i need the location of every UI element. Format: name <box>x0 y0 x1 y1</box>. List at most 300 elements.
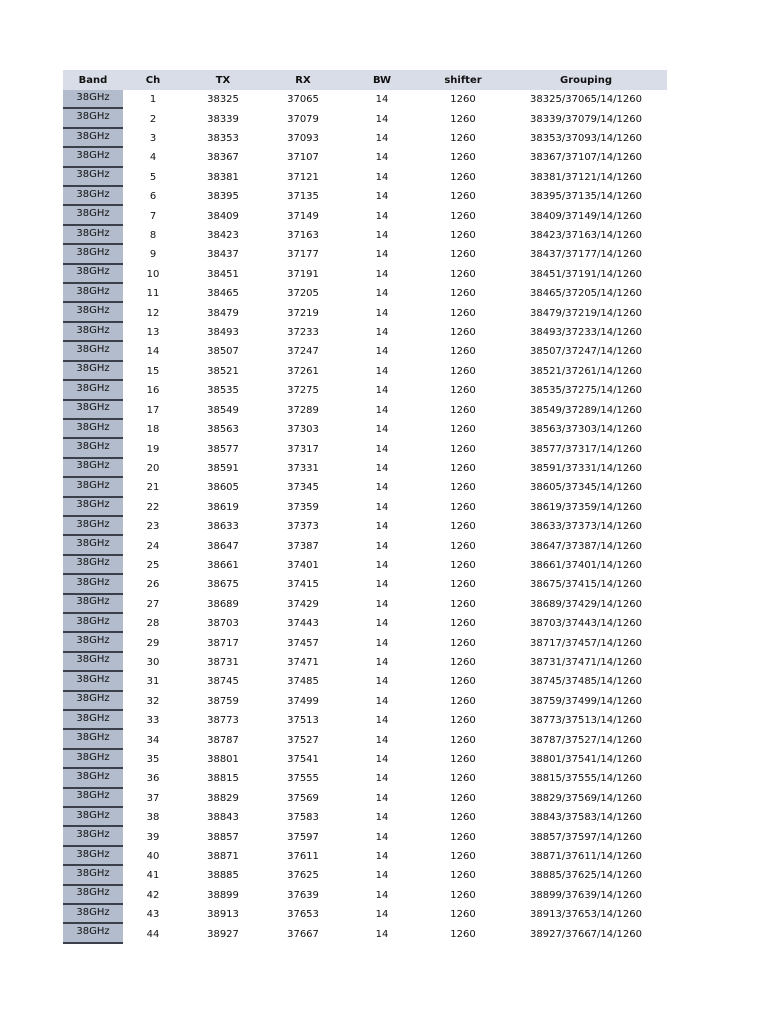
band-cell: 38GHz <box>63 633 123 652</box>
table-row <box>63 129 667 148</box>
ch-cell: 7 <box>149 210 157 222</box>
shifter-cell: 1260 <box>450 501 476 513</box>
band-cell: 38GHz <box>63 439 123 458</box>
table-row <box>63 905 667 924</box>
grouping-cell: 38703/37443/14/1260 <box>530 618 642 630</box>
table-row <box>63 168 667 187</box>
table-row <box>63 711 667 730</box>
shifter-cell: 1260 <box>450 812 476 824</box>
shifter-cell: 1260 <box>450 462 476 474</box>
band-cell: 38GHz <box>63 672 123 691</box>
ch-cell: 36 <box>146 773 160 785</box>
bw-cell: 14 <box>375 831 389 843</box>
band-cell: 38GHz <box>63 109 123 128</box>
band-cell: 38GHz <box>63 187 123 206</box>
ch-cell: 40 <box>146 851 160 863</box>
rx-cell: 37485 <box>287 676 319 688</box>
bw-cell: 14 <box>375 870 389 882</box>
tx-cell: 38437 <box>207 249 239 261</box>
shifter-cell: 1260 <box>450 598 476 610</box>
rx-cell: 37205 <box>287 288 319 300</box>
ch-cell: 44 <box>146 928 160 940</box>
shifter-cell: 1260 <box>450 928 476 940</box>
bw-cell: 14 <box>375 443 389 455</box>
tx-cell: 38927 <box>207 928 239 940</box>
band-cell: 38GHz <box>63 168 123 187</box>
shifter-cell: 1260 <box>450 171 476 183</box>
bw-cell: 14 <box>375 171 389 183</box>
bw-cell: 14 <box>375 268 389 280</box>
shifter-cell: 1260 <box>450 579 476 591</box>
header-bw: BW <box>372 74 392 86</box>
rx-cell: 37359 <box>287 501 319 513</box>
grouping-cell: 38577/37317/14/1260 <box>530 443 642 455</box>
tx-cell: 38367 <box>207 152 239 164</box>
table-row <box>63 924 667 943</box>
shifter-cell: 1260 <box>450 346 476 358</box>
grouping-cell: 38507/37247/14/1260 <box>530 346 642 358</box>
table-header <box>63 70 667 90</box>
table-row <box>63 633 667 652</box>
bw-cell: 14 <box>375 191 389 203</box>
grouping-cell: 38605/37345/14/1260 <box>530 482 642 494</box>
band-cell: 38GHz <box>63 401 123 420</box>
rx-cell: 37667 <box>287 928 319 940</box>
grouping-cell: 38493/37233/14/1260 <box>530 327 642 339</box>
ch-cell: 25 <box>146 559 160 571</box>
tx-cell: 38913 <box>207 909 239 921</box>
ch-cell: 35 <box>146 754 160 766</box>
grouping-cell: 38339/37079/14/1260 <box>530 113 642 125</box>
grouping-cell: 38759/37499/14/1260 <box>530 695 642 707</box>
rx-cell: 37065 <box>287 94 319 106</box>
shifter-cell: 1260 <box>450 385 476 397</box>
grouping-cell: 38675/37415/14/1260 <box>530 579 642 591</box>
tx-cell: 38395 <box>207 191 239 203</box>
band-cell: 38GHz <box>63 711 123 730</box>
bw-cell: 14 <box>375 695 389 707</box>
rx-cell: 37107 <box>287 152 319 164</box>
shifter-cell: 1260 <box>450 327 476 339</box>
rx-cell: 37317 <box>287 443 319 455</box>
tx-cell: 38815 <box>207 773 239 785</box>
grouping-cell: 38591/37331/14/1260 <box>530 462 642 474</box>
grouping-cell: 38857/37597/14/1260 <box>530 831 642 843</box>
tx-cell: 38381 <box>207 171 239 183</box>
table-row <box>63 265 667 284</box>
tx-cell: 38339 <box>207 113 239 125</box>
table-row <box>63 827 667 846</box>
grouping-cell: 38465/37205/14/1260 <box>530 288 642 300</box>
table-row <box>63 517 667 536</box>
band-cell: 38GHz <box>63 730 123 749</box>
tx-cell: 38619 <box>207 501 239 513</box>
bw-cell: 14 <box>375 521 389 533</box>
grouping-cell: 38815/37555/14/1260 <box>530 773 642 785</box>
band-cell: 38GHz <box>63 595 123 614</box>
rx-cell: 37135 <box>287 191 319 203</box>
grouping-cell: 38717/37457/14/1260 <box>530 637 642 649</box>
rx-cell: 37653 <box>287 909 319 921</box>
table-row <box>63 109 667 128</box>
grouping-cell: 38885/37625/14/1260 <box>530 870 642 882</box>
rx-cell: 37555 <box>287 773 319 785</box>
table-row <box>63 206 667 225</box>
ch-cell: 24 <box>146 540 160 552</box>
tx-cell: 38689 <box>207 598 239 610</box>
band-cell: 38GHz <box>63 556 123 575</box>
shifter-cell: 1260 <box>450 754 476 766</box>
band-cell: 38GHz <box>63 536 123 555</box>
grouping-cell: 38843/37583/14/1260 <box>530 812 642 824</box>
ch-cell: 39 <box>146 831 160 843</box>
ch-cell: 28 <box>146 618 160 630</box>
bw-cell: 14 <box>375 618 389 630</box>
shifter-cell: 1260 <box>450 268 476 280</box>
bw-cell: 14 <box>375 462 389 474</box>
bw-cell: 14 <box>375 715 389 727</box>
ch-cell: 12 <box>146 307 160 319</box>
bw-cell: 14 <box>375 404 389 416</box>
ch-cell: 41 <box>146 870 160 882</box>
ch-cell: 9 <box>149 249 157 261</box>
shifter-cell: 1260 <box>450 288 476 300</box>
table-row <box>63 653 667 672</box>
rx-cell: 37513 <box>287 715 319 727</box>
rx-cell: 37625 <box>287 870 319 882</box>
band-cell: 38GHz <box>63 575 123 594</box>
grouping-cell: 38563/37303/14/1260 <box>530 424 642 436</box>
tx-cell: 38745 <box>207 676 239 688</box>
bw-cell: 14 <box>375 928 389 940</box>
rx-cell: 37303 <box>287 424 319 436</box>
rx-cell: 37289 <box>287 404 319 416</box>
table-row <box>63 245 667 264</box>
table-row <box>63 730 667 749</box>
band-cell: 38GHz <box>63 789 123 808</box>
rx-cell: 37177 <box>287 249 319 261</box>
bw-cell: 14 <box>375 889 389 901</box>
bw-cell: 14 <box>375 133 389 145</box>
ch-cell: 23 <box>146 521 160 533</box>
shifter-cell: 1260 <box>450 521 476 533</box>
shifter-cell: 1260 <box>450 424 476 436</box>
grouping-cell: 38451/37191/14/1260 <box>530 268 642 280</box>
ch-cell: 33 <box>146 715 160 727</box>
ch-cell: 32 <box>146 695 160 707</box>
rx-cell: 37541 <box>287 754 319 766</box>
bw-cell: 14 <box>375 249 389 261</box>
shifter-cell: 1260 <box>450 676 476 688</box>
band-cell: 38GHz <box>63 362 123 381</box>
shifter-cell: 1260 <box>450 94 476 106</box>
header-tx: TX <box>215 74 231 86</box>
band-cell: 38GHz <box>63 420 123 439</box>
tx-cell: 38507 <box>207 346 239 358</box>
header-ch: Ch <box>145 74 161 86</box>
rx-cell: 37569 <box>287 792 319 804</box>
ch-cell: 3 <box>149 133 157 145</box>
bw-cell: 14 <box>375 482 389 494</box>
shifter-cell: 1260 <box>450 715 476 727</box>
bw-cell: 14 <box>375 230 389 242</box>
bw-cell: 14 <box>375 288 389 300</box>
ch-cell: 11 <box>146 288 160 300</box>
tx-cell: 38829 <box>207 792 239 804</box>
bw-cell: 14 <box>375 152 389 164</box>
shifter-cell: 1260 <box>450 773 476 785</box>
tx-cell: 38451 <box>207 268 239 280</box>
shifter-cell: 1260 <box>450 365 476 377</box>
tx-cell: 38871 <box>207 851 239 863</box>
shifter-cell: 1260 <box>450 618 476 630</box>
bw-cell: 14 <box>375 734 389 746</box>
ch-cell: 29 <box>146 637 160 649</box>
band-cell: 38GHz <box>63 808 123 827</box>
table-row <box>63 886 667 905</box>
shifter-cell: 1260 <box>450 443 476 455</box>
ch-cell: 14 <box>146 346 160 358</box>
tx-cell: 38353 <box>207 133 239 145</box>
band-cell: 38GHz <box>63 498 123 517</box>
grouping-cell: 38325/37065/14/1260 <box>530 94 642 106</box>
shifter-cell: 1260 <box>450 734 476 746</box>
band-cell: 38GHz <box>63 769 123 788</box>
band-cell: 38GHz <box>63 303 123 322</box>
table-row <box>63 692 667 711</box>
ch-cell: 26 <box>146 579 160 591</box>
ch-cell: 1 <box>149 94 157 106</box>
band-cell: 38GHz <box>63 265 123 284</box>
band-cell: 38GHz <box>63 517 123 536</box>
table-row <box>63 536 667 555</box>
bw-cell: 14 <box>375 637 389 649</box>
tx-cell: 38493 <box>207 327 239 339</box>
tx-cell: 38423 <box>207 230 239 242</box>
rx-cell: 37429 <box>287 598 319 610</box>
band-cell: 38GHz <box>63 342 123 361</box>
shifter-cell: 1260 <box>450 230 476 242</box>
grouping-cell: 38535/37275/14/1260 <box>530 385 642 397</box>
tx-cell: 38787 <box>207 734 239 746</box>
header-grouping: Grouping <box>560 74 612 86</box>
ch-cell: 18 <box>146 424 160 436</box>
rx-cell: 37247 <box>287 346 319 358</box>
bw-cell: 14 <box>375 656 389 668</box>
table-row <box>63 498 667 517</box>
band-cell: 38GHz <box>63 284 123 303</box>
rx-cell: 37093 <box>287 133 319 145</box>
band-cell: 38GHz <box>63 478 123 497</box>
rx-cell: 37233 <box>287 327 319 339</box>
shifter-cell: 1260 <box>450 249 476 261</box>
ch-cell: 22 <box>146 501 160 513</box>
ch-cell: 5 <box>149 171 157 183</box>
table-row <box>63 478 667 497</box>
grouping-cell: 38745/37485/14/1260 <box>530 676 642 688</box>
grouping-cell: 38423/37163/14/1260 <box>530 230 642 242</box>
tx-cell: 38843 <box>207 812 239 824</box>
shifter-cell: 1260 <box>450 831 476 843</box>
shifter-cell: 1260 <box>450 559 476 571</box>
band-cell: 38GHz <box>63 827 123 846</box>
tx-cell: 38899 <box>207 889 239 901</box>
grouping-cell: 38437/37177/14/1260 <box>530 249 642 261</box>
grouping-cell: 38633/37373/14/1260 <box>530 521 642 533</box>
tx-cell: 38465 <box>207 288 239 300</box>
table-row <box>63 866 667 885</box>
table-row <box>63 323 667 342</box>
band-cell: 38GHz <box>63 614 123 633</box>
ch-cell: 19 <box>146 443 160 455</box>
rx-cell: 37415 <box>287 579 319 591</box>
band-cell: 38GHz <box>63 226 123 245</box>
grouping-cell: 38773/37513/14/1260 <box>530 715 642 727</box>
grouping-cell: 38549/37289/14/1260 <box>530 404 642 416</box>
shifter-cell: 1260 <box>450 113 476 125</box>
rx-cell: 37457 <box>287 637 319 649</box>
rx-cell: 37149 <box>287 210 319 222</box>
bw-cell: 14 <box>375 909 389 921</box>
rx-cell: 37261 <box>287 365 319 377</box>
tx-cell: 38661 <box>207 559 239 571</box>
grouping-cell: 38871/37611/14/1260 <box>530 851 642 863</box>
grouping-cell: 38899/37639/14/1260 <box>530 889 642 901</box>
table-row <box>63 439 667 458</box>
table-row <box>63 575 667 594</box>
ch-cell: 4 <box>149 152 157 164</box>
bw-cell: 14 <box>375 113 389 125</box>
shifter-cell: 1260 <box>450 695 476 707</box>
ch-cell: 43 <box>146 909 160 921</box>
grouping-cell: 38801/37541/14/1260 <box>530 754 642 766</box>
table-row <box>63 401 667 420</box>
rx-cell: 37331 <box>287 462 319 474</box>
shifter-cell: 1260 <box>450 482 476 494</box>
tx-cell: 38577 <box>207 443 239 455</box>
band-cell: 38GHz <box>63 245 123 264</box>
bw-cell: 14 <box>375 424 389 436</box>
grouping-cell: 38647/37387/14/1260 <box>530 540 642 552</box>
grouping-cell: 38913/37653/14/1260 <box>530 909 642 921</box>
rx-cell: 37275 <box>287 385 319 397</box>
rx-cell: 37527 <box>287 734 319 746</box>
shifter-cell: 1260 <box>450 191 476 203</box>
rx-cell: 37373 <box>287 521 319 533</box>
shifter-cell: 1260 <box>450 792 476 804</box>
bw-cell: 14 <box>375 385 389 397</box>
table-row <box>63 847 667 866</box>
tx-cell: 38563 <box>207 424 239 436</box>
ch-cell: 13 <box>146 327 160 339</box>
shifter-cell: 1260 <box>450 133 476 145</box>
table-row <box>63 789 667 808</box>
header-band: Band <box>78 74 108 86</box>
table-row <box>63 381 667 400</box>
shifter-cell: 1260 <box>450 540 476 552</box>
table-row <box>63 148 667 167</box>
grouping-cell: 38787/37527/14/1260 <box>530 734 642 746</box>
bw-cell: 14 <box>375 327 389 339</box>
table-row <box>63 420 667 439</box>
bw-cell: 14 <box>375 579 389 591</box>
rx-cell: 37401 <box>287 559 319 571</box>
shifter-cell: 1260 <box>450 889 476 901</box>
ch-cell: 6 <box>149 191 157 203</box>
rx-cell: 37471 <box>287 656 319 668</box>
tx-cell: 38885 <box>207 870 239 882</box>
tx-cell: 38521 <box>207 365 239 377</box>
band-cell: 38GHz <box>63 653 123 672</box>
ch-cell: 2 <box>149 113 157 125</box>
band-cell: 38GHz <box>63 206 123 225</box>
ch-cell: 27 <box>146 598 160 610</box>
table-row <box>63 187 667 206</box>
tx-cell: 38409 <box>207 210 239 222</box>
grouping-cell: 38927/37667/14/1260 <box>530 928 642 940</box>
rx-cell: 37583 <box>287 812 319 824</box>
bw-cell: 14 <box>375 812 389 824</box>
ch-cell: 8 <box>149 230 157 242</box>
ch-cell: 15 <box>146 365 160 377</box>
ch-cell: 42 <box>146 889 160 901</box>
shifter-cell: 1260 <box>450 404 476 416</box>
band-cell: 38GHz <box>63 847 123 866</box>
table-row <box>63 672 667 691</box>
ch-cell: 30 <box>146 656 160 668</box>
tx-cell: 38605 <box>207 482 239 494</box>
table-row <box>63 808 667 827</box>
grouping-cell: 38619/37359/14/1260 <box>530 501 642 513</box>
table-row <box>63 284 667 303</box>
header-rx: RX <box>295 74 311 86</box>
ch-cell: 34 <box>146 734 160 746</box>
shifter-cell: 1260 <box>450 656 476 668</box>
bw-cell: 14 <box>375 773 389 785</box>
grouping-cell: 38395/37135/14/1260 <box>530 191 642 203</box>
rx-cell: 37079 <box>287 113 319 125</box>
tx-cell: 38717 <box>207 637 239 649</box>
grouping-cell: 38353/37093/14/1260 <box>530 133 642 145</box>
bw-cell: 14 <box>375 676 389 688</box>
shifter-cell: 1260 <box>450 851 476 863</box>
band-cell: 38GHz <box>63 323 123 342</box>
band-cell: 38GHz <box>63 90 123 109</box>
rx-cell: 37191 <box>287 268 319 280</box>
tx-cell: 38479 <box>207 307 239 319</box>
grouping-cell: 38521/37261/14/1260 <box>530 365 642 377</box>
bw-cell: 14 <box>375 210 389 222</box>
table-row <box>63 750 667 769</box>
tx-cell: 38647 <box>207 540 239 552</box>
ch-cell: 31 <box>146 676 160 688</box>
bw-cell: 14 <box>375 307 389 319</box>
tx-cell: 38325 <box>207 94 239 106</box>
bw-cell: 14 <box>375 851 389 863</box>
bw-cell: 14 <box>375 365 389 377</box>
shifter-cell: 1260 <box>450 152 476 164</box>
table-row <box>63 226 667 245</box>
tx-cell: 38549 <box>207 404 239 416</box>
table-body <box>63 90 667 944</box>
table-row <box>63 342 667 361</box>
bw-cell: 14 <box>375 501 389 513</box>
grouping-cell: 38409/37149/14/1260 <box>530 210 642 222</box>
rx-cell: 37345 <box>287 482 319 494</box>
grouping-cell: 38689/37429/14/1260 <box>530 598 642 610</box>
rx-cell: 37121 <box>287 171 319 183</box>
table-row <box>63 459 667 478</box>
